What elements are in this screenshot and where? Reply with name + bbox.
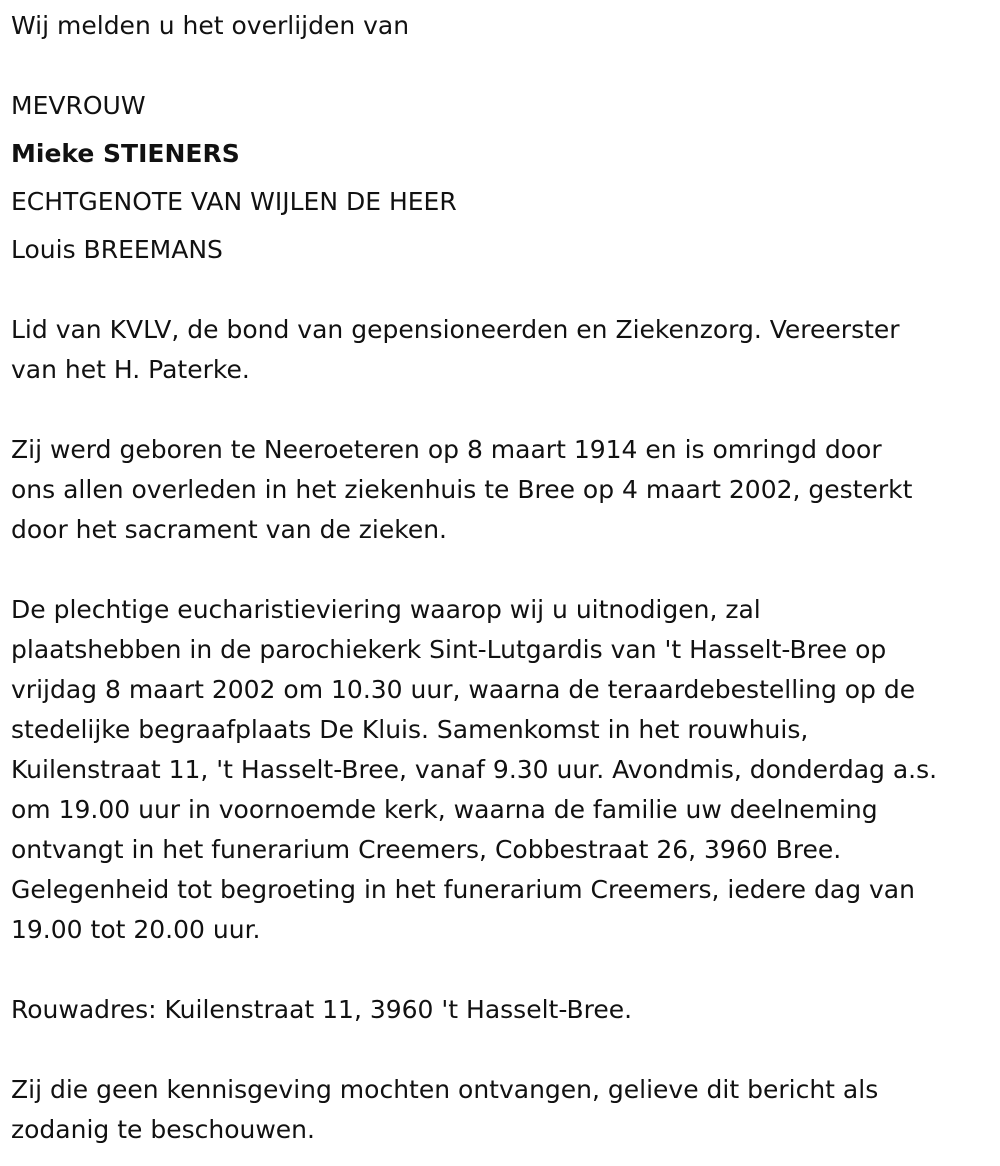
paragraph-line: 19.00 tot 20.00 uur. [11,915,261,944]
paragraph-line: plaatshebben in de parochiekerk Sint-Lutgardis van 't Hasselt-Bree op [11,635,887,664]
paragraph-line: Zij die geen kennisgeving mochten ontvangen, gelieve dit bericht als [11,1075,879,1104]
paragraph-line: stedelijke begraafplaats De Kluis. Samenkomst in het rouwhuis, [11,715,809,744]
paragraph-line: De plechtige eucharistieviering waarop wij u uitnodigen, zal [11,595,761,624]
paragraph-line: zodanig te beschouwen. [11,1115,315,1144]
membership-paragraph [11,310,996,390]
paragraph-line: vrijdag 8 maart 2002 om 10.30 uur, waarna de teraardebestelling op de [11,675,916,704]
intro-line: Wij melden u het overlijden van [11,11,410,40]
paragraph-line: Zij werd geboren te Neeroeteren op 8 maart 1914 en is omringd door [11,435,882,464]
paragraph-line: Gelegenheid tot begroeting in het funerarium Creemers, iedere dag van [11,875,915,904]
paragraph-line: Kuilenstraat 11, 't Hasselt-Bree, vanaf 9.30 uur. Avondmis, donderdag a.s. [11,755,938,784]
deceased-name: Mieke STIENERS [11,139,240,168]
notice-paragraph [11,1070,996,1150]
paragraph-line: van het H. Paterke. [11,355,250,384]
paragraph-line: door het sacrament van de zieken. [11,515,447,544]
paragraph-line: Lid van KVLV, de bond van gepensioneerden en Ziekenzorg. Vereerster [11,315,900,344]
mourning-address-paragraph [11,990,996,1030]
paragraph-line: ontvangt in het funerarium Creemers, Cobbestraat 26, 3960 Bree. [11,835,842,864]
spouse-name: Louis BREEMANS [11,235,223,264]
relation-line: ECHTGENOTE VAN WIJLEN DE HEER [11,187,457,216]
birth-death-paragraph [11,430,996,550]
honorific-title: MEVROUW [11,91,146,120]
paragraph-line: om 19.00 uur in voornoemde kerk, waarna de familie uw deelneming [11,795,878,824]
ceremony-paragraph [11,590,996,950]
paragraph-line: Rouwadres: Kuilenstraat 11, 3960 't Hasselt-Bree. [11,995,633,1024]
paragraph-line: ons allen overleden in het ziekenhuis te Bree op 4 maart 2002, gesterkt [11,475,913,504]
